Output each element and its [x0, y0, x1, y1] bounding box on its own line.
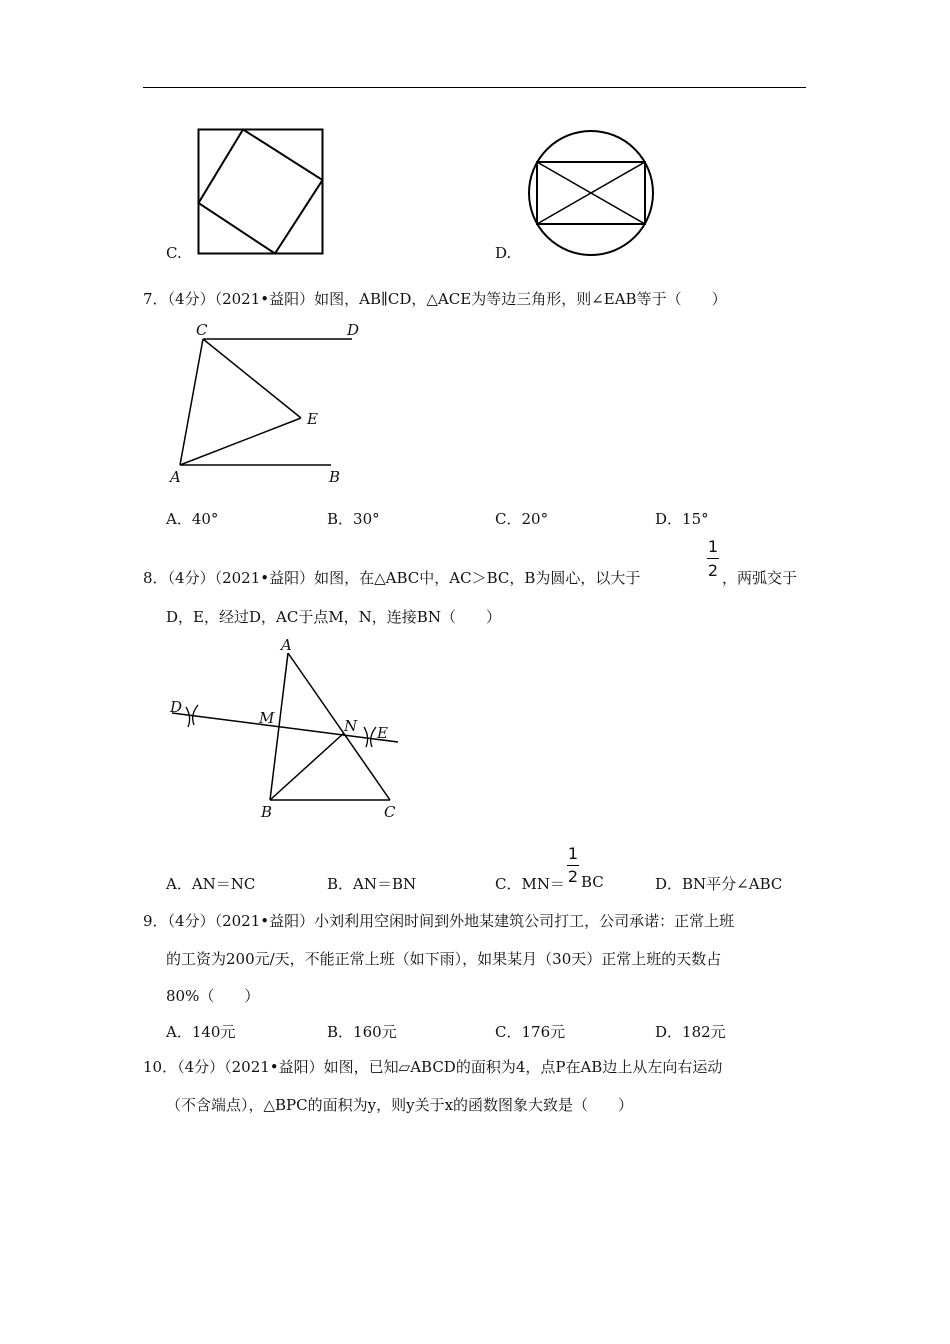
- q8-stem-line2: D，E，经过D，AC于点M，N，连接BN（ ）: [166, 608, 501, 626]
- q8-stem-line1-end: ，两弧交于: [722, 569, 798, 587]
- q7-label-a: A: [170, 468, 181, 486]
- q9-stem-line3: 80%（ ）: [166, 987, 260, 1005]
- q8-frac-den: 2: [707, 561, 719, 580]
- q8-option-c-frac-bar: [567, 865, 579, 866]
- q7-option-b: B．30°: [327, 510, 380, 528]
- q8-label-e: E: [377, 724, 388, 742]
- figure-c-square: [196, 127, 326, 257]
- q9-option-a: A．140元: [166, 1023, 236, 1041]
- option-d-label: D.: [495, 244, 512, 262]
- q8-option-c-pre: C．MN＝: [495, 875, 565, 893]
- q8-label-n: N: [344, 717, 358, 735]
- q8-label-m: M: [259, 709, 275, 727]
- q8-option-b: B．AN＝BN: [327, 875, 417, 893]
- q7-label-c: C: [196, 321, 208, 339]
- q8-label-c: C: [384, 803, 396, 821]
- q9-option-c: C．176元: [495, 1023, 566, 1041]
- q8-label-b: B: [261, 803, 273, 821]
- q9-option-d: D．182元: [655, 1023, 726, 1041]
- q8-option-c-frac-num: 1: [567, 844, 579, 863]
- q8-stem-line1: 8．（4分）（2021•益阳）如图，在△ABC中，AC＞BC，B为圆心，以大于: [143, 569, 641, 587]
- q7-option-a: A．40°: [166, 510, 219, 528]
- header-rule: [143, 87, 806, 88]
- q8-option-c-post: BC: [581, 873, 604, 891]
- q7-label-b: B: [329, 468, 341, 486]
- q8-option-a: A．AN＝NC: [166, 875, 256, 893]
- option-c-label: C.: [166, 244, 182, 262]
- q8-label-d: D: [170, 698, 183, 716]
- q8-label-a: A: [281, 636, 292, 654]
- q7-stem: 7．（4分）（2021•益阳）如图，AB∥CD，△ACE为等边三角形，则∠EAB等于（ ）: [143, 290, 727, 308]
- q8-option-d: D．BN平分∠ABC: [655, 875, 783, 893]
- q8-option-c-frac-den: 2: [567, 867, 579, 886]
- q10-stem-line2: （不含端点），△BPC的面积为y，则y关于x的函数图象大致是（ ）: [166, 1096, 634, 1114]
- q10-stem-line1: 10．（4分）（2021•益阳）如图，已知▱ABCD的面积为4，点P在AB边上从左向右运动: [143, 1058, 723, 1076]
- q8-frac-num: 1: [707, 537, 719, 556]
- q7-label-e: E: [307, 410, 318, 428]
- q7-option-c: C．20°: [495, 510, 549, 528]
- q8-figure: [160, 635, 410, 825]
- q7-figure: [160, 318, 370, 488]
- q9-stem-line2: 的工资为200元/天，不能正常上班（如下雨），如果某月（30天）正常上班的天数占: [166, 950, 722, 968]
- q7-option-d: D．15°: [655, 510, 709, 528]
- q9-stem-line1: 9．（4分）（2021•益阳）小刘利用空闲时间到外地某建筑公司打工，公司承诺：正常上班: [143, 912, 735, 930]
- q8-frac-bar: [707, 558, 719, 559]
- figure-d-circle: [525, 127, 660, 262]
- q7-label-d: D: [347, 321, 360, 339]
- q9-option-b: B．160元: [327, 1023, 397, 1041]
